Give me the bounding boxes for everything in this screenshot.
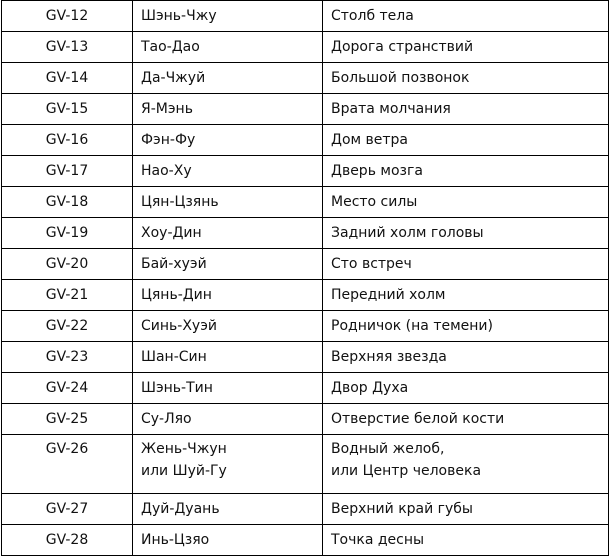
- point-meaning-cell: [323, 280, 609, 311]
- point-meaning-cell: [323, 342, 609, 373]
- point-meaning-line: Дом ветра: [331, 132, 408, 148]
- point-name-line: Хоу-Дин: [141, 225, 202, 241]
- point-meaning-cell: [323, 125, 609, 156]
- point-name-line: или Шуй-Гу: [141, 463, 227, 479]
- point-name-cell: [133, 342, 323, 373]
- point-code-cell: GV-17: [2, 156, 133, 187]
- point-code-cell: GV-16: [2, 125, 133, 156]
- point-meaning-line: Верхний край губы: [331, 501, 473, 517]
- point-meaning-cell: [323, 187, 609, 218]
- point-code-cell: GV-14: [2, 63, 133, 94]
- point-code-cell: GV-27: [2, 494, 133, 525]
- point-meaning-line: Водный желоб,: [331, 441, 445, 457]
- point-meaning-line: Сто встреч: [331, 256, 412, 272]
- table-row: [2, 373, 609, 404]
- point-meaning-line: или Центр человека: [331, 463, 482, 479]
- point-name-cell: [133, 280, 323, 311]
- point-meaning-cell: [323, 94, 609, 125]
- table-row: [2, 525, 609, 556]
- point-meaning-cell: [323, 435, 609, 494]
- point-meaning-cell: [323, 311, 609, 342]
- point-name-line: Фэн-Фу: [141, 132, 196, 148]
- point-meaning-line: Дверь мозга: [331, 163, 423, 179]
- point-meaning-cell: [323, 404, 609, 435]
- point-meaning-cell: [323, 525, 609, 556]
- point-code-cell: GV-23: [2, 342, 133, 373]
- point-code-cell: GV-20: [2, 249, 133, 280]
- point-name-line: Шан-Син: [141, 349, 207, 365]
- point-meaning-line: Большой позвонок: [331, 70, 470, 86]
- point-meaning-line: Передний холм: [331, 287, 446, 303]
- point-meaning-cell: [323, 156, 609, 187]
- point-code-cell: GV-28: [2, 525, 133, 556]
- point-meaning-line: Точка десны: [331, 532, 425, 548]
- point-meaning-line: Родничок (на темени): [331, 318, 493, 334]
- table-row: [2, 342, 609, 373]
- point-name-line: Цянь-Дин: [141, 287, 212, 303]
- point-name-cell: [133, 156, 323, 187]
- point-code-cell: GV-12: [2, 1, 133, 32]
- point-name-cell: [133, 94, 323, 125]
- point-meaning-cell: [323, 218, 609, 249]
- table-row: [2, 187, 609, 218]
- table-row: [2, 218, 609, 249]
- table-row: [2, 94, 609, 125]
- point-name-line: Цян-Цзянь: [141, 194, 219, 210]
- point-meaning-cell: [323, 1, 609, 32]
- point-meaning-line: Двор Духа: [331, 380, 409, 396]
- point-name-line: Жень-Чжун: [141, 441, 227, 457]
- point-name-line: Дуй-Дуань: [141, 501, 220, 517]
- point-meaning-line: Место силы: [331, 194, 418, 210]
- point-meaning-cell: [323, 373, 609, 404]
- table-row: [2, 1, 609, 32]
- table-row: [2, 311, 609, 342]
- table-row: [2, 125, 609, 156]
- point-code-cell: GV-26: [2, 435, 133, 494]
- table-row: [2, 32, 609, 63]
- point-name-cell: [133, 1, 323, 32]
- point-name-cell: [133, 32, 323, 63]
- point-name-line: Су-Ляо: [141, 411, 192, 427]
- point-name-cell: [133, 311, 323, 342]
- point-name-line: Нао-Ху: [141, 163, 192, 179]
- point-name-cell: [133, 404, 323, 435]
- point-name-cell: [133, 63, 323, 94]
- table-row: [2, 404, 609, 435]
- point-name-line: Шэнь-Тин: [141, 380, 213, 396]
- point-code-cell: GV-19: [2, 218, 133, 249]
- table-row: [2, 494, 609, 525]
- point-meaning-line: Отверстие белой кости: [331, 411, 505, 427]
- point-code-cell: GV-15: [2, 94, 133, 125]
- point-name-cell: [133, 435, 323, 494]
- point-name-cell: [133, 249, 323, 280]
- table-row: [2, 280, 609, 311]
- point-name-line: Да-Чжуй: [141, 70, 206, 86]
- point-name-cell: [133, 373, 323, 404]
- point-meaning-line: Врата молчания: [331, 101, 451, 117]
- table-row: [2, 63, 609, 94]
- point-code-cell: GV-21: [2, 280, 133, 311]
- table-row: [2, 156, 609, 187]
- point-meaning-cell: [323, 249, 609, 280]
- point-code-cell: GV-18: [2, 187, 133, 218]
- point-meaning-line: Столб тела: [331, 8, 414, 24]
- point-name-line: Я-Мэнь: [141, 101, 193, 117]
- point-meaning-cell: [323, 494, 609, 525]
- point-code-cell: GV-25: [2, 404, 133, 435]
- point-name-cell: [133, 187, 323, 218]
- point-meaning-line: Задний холм головы: [331, 225, 484, 241]
- point-name-line: Инь-Цзяо: [141, 532, 210, 548]
- point-code-cell: GV-24: [2, 373, 133, 404]
- table-row: [2, 435, 609, 494]
- point-meaning-line: Дорога странствий: [331, 39, 474, 55]
- point-name-cell: [133, 125, 323, 156]
- point-code-cell: GV-13: [2, 32, 133, 63]
- point-name-line: Бай-хуэй: [141, 256, 207, 272]
- point-code-cell: GV-22: [2, 311, 133, 342]
- table-row: [2, 249, 609, 280]
- point-name-cell: [133, 525, 323, 556]
- point-meaning-cell: [323, 32, 609, 63]
- point-name-cell: [133, 494, 323, 525]
- point-name-line: Синь-Хуэй: [141, 318, 217, 334]
- point-meaning-cell: [323, 63, 609, 94]
- point-name-line: Тао-Дао: [141, 39, 200, 55]
- acupoint-table: [1, 0, 609, 556]
- point-name-cell: [133, 218, 323, 249]
- point-meaning-line: Верхняя звезда: [331, 349, 447, 365]
- table-body: [2, 1, 609, 556]
- point-name-line: Шэнь-Чжу: [141, 8, 217, 24]
